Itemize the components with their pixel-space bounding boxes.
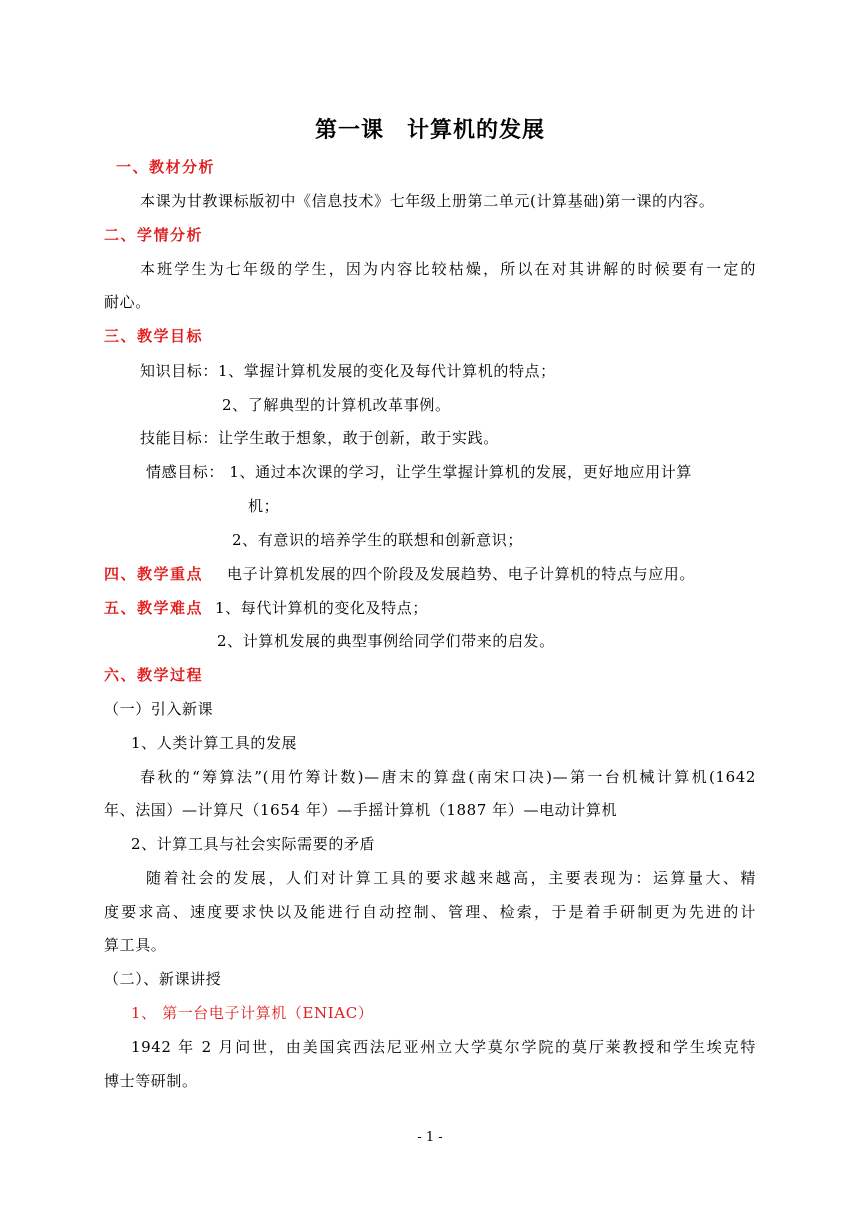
page-title: 第一课 计算机的发展 <box>314 118 545 143</box>
goal-emotion: 2、有意识的培养学生的联想和创新意识； <box>232 531 523 549</box>
goal-emotion: 情感目标： 1、通过本次课的学习，让学生掌握计算机的发展，更好地应用计算 <box>146 463 692 481</box>
subheading: 2、计算工具与社会实际需要的矛盾 <box>131 835 376 853</box>
heading-difficult-points: 五、教学难点 <box>104 599 204 617</box>
paragraph: 博士等研制。 <box>104 1072 198 1090</box>
heading-teaching-process: 六、教学过程 <box>104 666 204 684</box>
paragraph: 随着社会的发展，人们对计算工具的要求越来越高，主要表现为：运算量大、精 <box>146 869 756 887</box>
paragraph: 1942 年 2 月问世，由美国宾西法尼亚州立大学莫尔学院的莫厅莱教授和学生埃克特 <box>131 1038 756 1056</box>
heading-key-points: 四、教学重点 <box>104 565 204 583</box>
heading-textbook-analysis: 一、教材分析 <box>116 158 216 176</box>
goal-knowledge: 2、了解典型的计算机改革事例。 <box>222 396 451 414</box>
subheading: 1、人类计算工具的发展 <box>131 734 298 752</box>
paragraph: 春秋的“筹算法”(用竹筹计数)—唐末的算盘(南宋口决)—第一台机械计算机(1642 <box>140 768 756 786</box>
goal-knowledge: 知识目标：1、掌握计算机发展的变化及每代计算机的特点； <box>140 362 556 380</box>
paragraph: 电子计算机发展的四个阶段及发展趋势、电子计算机的特点与应用。 <box>227 565 696 583</box>
paragraph: 本班学生为七年级的学生，因为内容比较枯燥，所以在对其讲解的时候要有一定的 <box>140 260 756 278</box>
goal-emotion: 机； <box>248 497 280 515</box>
subheading-eniac: 1、 第一台电子计算机（ENIAC） <box>131 1004 374 1022</box>
subheading: （一）引入新课 <box>104 700 214 718</box>
heading-student-analysis: 二、学情分析 <box>104 226 204 244</box>
paragraph: 算工具。 <box>104 936 167 954</box>
heading-teaching-goals: 三、教学目标 <box>104 327 204 345</box>
paragraph: 1、每代计算机的变化及特点； <box>215 599 428 617</box>
paragraph: 2、计算机发展的典型事例给同学们带来的启发。 <box>217 632 555 650</box>
paragraph: 耐心。 <box>104 293 151 311</box>
page-number: - 1 - <box>417 1130 443 1145</box>
goal-skill: 技能目标：让学生敢于想象，敢于创新，敢于实践。 <box>140 429 499 447</box>
paragraph: 本课为甘教课标版初中《信息技术》七年级上册第二单元(计算基础)第一课的内容。 <box>140 192 715 210</box>
paragraph: 度要求高、速度要求快以及能进行自动控制、管理、检索，于是着手研制更为先进的计 <box>104 903 756 921</box>
subheading: （二）、新课讲授 <box>104 970 222 988</box>
paragraph: 年、法国）—计算尺（1654 年）—手摇计算机（1887 年）—电动计算机 <box>104 801 618 819</box>
